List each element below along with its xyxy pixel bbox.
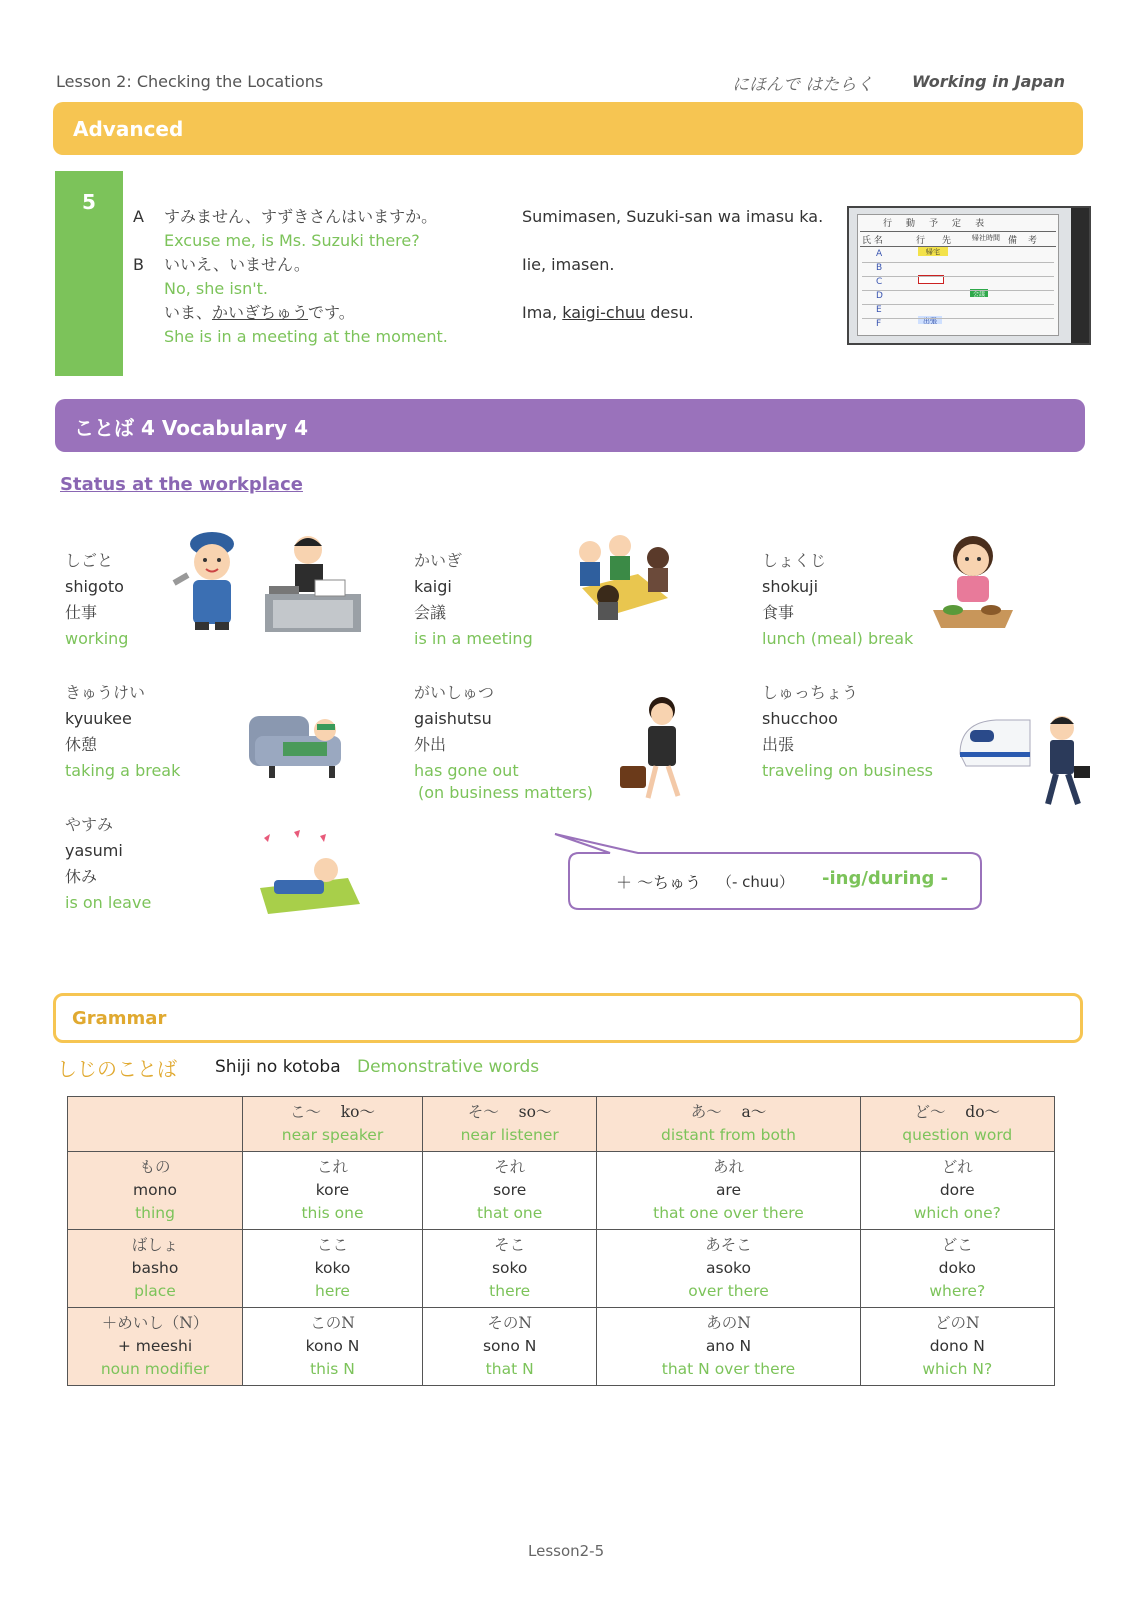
header-japanese: にほんで はたらく [732, 75, 874, 95]
vocab-kanji: 休み [65, 867, 98, 886]
table-cell [422, 1230, 596, 1308]
vocab-meaning: traveling on business [762, 761, 933, 780]
cell-en: this one [301, 1204, 364, 1222]
board-row: B [876, 263, 883, 273]
vocab-romaji: shigoto [65, 577, 124, 596]
vocab-meaning: taking a break [65, 761, 181, 780]
board-frame [1071, 208, 1089, 343]
dialog-a-japanese: すみません、すずきさんはいますか。 [164, 207, 438, 226]
dialog-b2-japanese [164, 301, 355, 325]
board-header-char: 定 [952, 219, 976, 229]
header-jp: あ～ [690, 1103, 722, 1121]
board-row: D [876, 291, 883, 301]
board-note: 会議 [970, 289, 988, 297]
cell-rom: are [715, 1181, 742, 1199]
cell-rom: sore [493, 1181, 527, 1199]
grammar-subtitle-japanese: しじのことば [57, 1057, 177, 1081]
vocab-kanji: 会議 [414, 603, 447, 622]
cell-jp: そこ [494, 1236, 526, 1254]
vocab-item-kyuukee [65, 680, 180, 784]
dialog-b2-rom-pre: Ima, [522, 303, 563, 322]
dialog-b2-romaji [522, 301, 694, 325]
vocabulary-label: ことば 4 Vocabulary 4 [74, 416, 309, 440]
table-header-row [68, 1097, 1055, 1152]
vocab-item-shucchoo [762, 680, 933, 784]
cell-en: where? [929, 1282, 986, 1300]
meeting-illustration [568, 532, 676, 624]
vocab-romaji: gaishutsu [414, 709, 492, 728]
board-col: 氏 名 [862, 236, 883, 246]
cell-en: this N [310, 1360, 355, 1378]
vocab-kana: かいぎ [414, 551, 463, 570]
board-header-char: 表 [975, 219, 999, 229]
vocab-item-gaishutsu [414, 680, 593, 806]
cell-jp: どのN [934, 1314, 980, 1332]
dialog-b2-jp-pre: いま、 [164, 303, 213, 322]
vocab-romaji: yasumi [65, 841, 123, 860]
table-cell [243, 1230, 423, 1308]
cell-rom: asoko [706, 1259, 751, 1277]
header-en: question word [902, 1126, 1013, 1144]
vocab-romaji: shokuji [762, 577, 819, 596]
table-header [243, 1097, 423, 1152]
label-rom: basho [131, 1259, 179, 1277]
speaker-a-marker: A [133, 207, 144, 226]
cell-en: that N [485, 1360, 534, 1378]
cell-rom: kono N [305, 1337, 360, 1355]
cell-jp: そのN [487, 1314, 532, 1332]
table-cell [597, 1308, 860, 1386]
board-header-char: 行 [883, 219, 907, 229]
label-en: thing [135, 1204, 175, 1222]
table-cell [422, 1152, 596, 1230]
dialog-b2-rom-post: desu. [645, 303, 694, 322]
advanced-bar [53, 102, 1083, 155]
header-jp: こ～ [289, 1103, 321, 1121]
callout-english: -ing/during - [822, 868, 949, 889]
cell-rom: sono N [482, 1337, 537, 1355]
table-cell [597, 1152, 860, 1230]
vocab-kanji: 出張 [762, 735, 795, 754]
cell-rom: kore [315, 1181, 350, 1199]
cell-en: that N over there [661, 1360, 796, 1378]
resting-on-sofa-illustration [245, 696, 347, 782]
cell-en: there [489, 1282, 531, 1300]
speaker-b-marker: B [133, 255, 144, 274]
vocab-meaning: working [65, 629, 129, 648]
vocab-item-shokuji [762, 548, 913, 652]
board-col: 備 [1008, 236, 1018, 246]
cell-jp: これ [316, 1158, 348, 1176]
board-note: 出張 [918, 316, 942, 324]
cell-jp: それ [494, 1158, 526, 1176]
label-rom: + meeshi [117, 1337, 193, 1355]
vocab-meaning-note: (on business matters) [418, 783, 594, 802]
header-title: Working in Japan [912, 72, 1066, 91]
label-jp: ばしょ [131, 1236, 179, 1254]
vocab-romaji: kaigi [414, 577, 452, 596]
table-header [422, 1097, 596, 1152]
header-en: near listener [460, 1126, 559, 1144]
cell-rom: doko [938, 1259, 976, 1277]
cell-rom: soko [491, 1259, 528, 1277]
board-header-char: 動 [906, 219, 930, 229]
dialog-b2-english: She is in a meeting at the moment. [164, 327, 448, 346]
lesson-title: Lesson 2: Checking the Locations [56, 72, 324, 91]
table-header [597, 1097, 860, 1152]
table-row [68, 1230, 1055, 1308]
cell-jp: このN [310, 1314, 355, 1332]
header-en: near speaker [281, 1126, 384, 1144]
cell-jp: あのN [706, 1314, 751, 1332]
vocab-romaji: shucchoo [762, 709, 838, 728]
header-en: distant from both [661, 1126, 796, 1144]
header-jp: ど～ [914, 1103, 946, 1121]
label-en: noun modifier [100, 1360, 210, 1378]
vocab-romaji: kyuukee [65, 709, 132, 728]
grammar-box [53, 993, 1083, 1043]
header-rom: a～ [741, 1103, 767, 1121]
vocab-meaning: has gone out [414, 761, 519, 780]
vocab-kana: しごと [65, 551, 114, 570]
businessman-illustration [1034, 712, 1094, 812]
dialog-b2-jp-underlined: かいぎちゅう [212, 303, 309, 322]
label-rom: mono [133, 1181, 177, 1199]
dialog-a-romaji: Sumimasen, Suzuki-san wa imasu ka. [522, 207, 824, 226]
table-cell [243, 1152, 423, 1230]
vocab-kana: しょくじ [762, 551, 827, 570]
label-en: place [134, 1282, 176, 1300]
vocab-kana: がいしゅつ [414, 683, 495, 702]
cell-en: which one? [913, 1204, 1001, 1222]
cell-jp: あれ [712, 1158, 744, 1176]
vocab-kana: やすみ [65, 815, 114, 834]
board-row: F [876, 319, 882, 329]
cell-jp: どこ [941, 1236, 973, 1254]
relaxing-on-grass-illustration [254, 830, 364, 920]
cell-rom: dono N [929, 1337, 985, 1355]
cell-rom: dore [939, 1181, 975, 1199]
vocab-item-yasumi [65, 812, 151, 916]
cell-en: which N? [922, 1360, 993, 1378]
board-row: E [876, 305, 882, 315]
cell-en: that one over there [653, 1204, 804, 1222]
header-rom: ko～ [340, 1103, 375, 1121]
vocab-kanji: 仕事 [65, 603, 98, 622]
label-jp: ＋めいし（N） [101, 1314, 209, 1332]
vocab-item-kaigi [414, 548, 533, 652]
dialog-b1-english: No, she isn't. [164, 279, 269, 298]
dialog-b1-japanese: いいえ、いません。 [164, 255, 310, 274]
cell-jp: あそこ [705, 1236, 752, 1254]
cell-en: that one [477, 1204, 543, 1222]
callout-romaji: （- chuu） [717, 873, 794, 891]
bullet-train-illustration [956, 708, 1034, 774]
dialog-b2-jp-post: です。 [308, 303, 355, 322]
table-cell [860, 1152, 1054, 1230]
table-cell [860, 1230, 1054, 1308]
status-title: Status at the workplace [60, 474, 303, 495]
cell-rom: ano N [705, 1337, 752, 1355]
cell-en: over there [688, 1282, 769, 1300]
advanced-label: Advanced [73, 117, 184, 141]
office-worker-illustration [265, 528, 361, 634]
board-row: C [876, 277, 883, 287]
demonstrative-table [67, 1096, 1055, 1386]
table-cell [860, 1308, 1054, 1386]
board-note: 帰宅 [918, 247, 948, 256]
callout-japanese: ＋ ～ちゅう [616, 873, 702, 892]
page-footer: Lesson2-5 [528, 1542, 605, 1560]
board-col: 先 [942, 236, 952, 246]
table-header [860, 1097, 1054, 1152]
dialog-a-english: Excuse me, is Ms. Suzuki there? [164, 231, 420, 250]
header-jp: そ～ [467, 1103, 499, 1121]
vocab-kanji: 外出 [414, 735, 447, 754]
exercise-number: 5 [82, 190, 96, 214]
board-col: 行 [916, 236, 926, 246]
schedule-board [857, 214, 1059, 336]
cell-jp: ここ [316, 1236, 348, 1254]
eating-illustration [927, 530, 1019, 636]
woman-going-out-illustration [616, 692, 708, 808]
row-label [68, 1308, 243, 1386]
dialog-b2-rom-underlined: kaigi-chuu [562, 303, 646, 322]
cell-en: here [315, 1282, 350, 1300]
board-row: A [876, 249, 883, 259]
header-rom: do～ [965, 1103, 1001, 1121]
table-cell [422, 1308, 596, 1386]
row-label [68, 1230, 243, 1308]
vocab-item-shigoto [65, 548, 128, 652]
table-corner [68, 1097, 243, 1152]
table-row [68, 1308, 1055, 1386]
board-header-char: 予 [929, 219, 953, 229]
mechanic-illustration [165, 528, 255, 634]
cell-jp: どれ [941, 1158, 973, 1176]
grammar-subtitle-english: Demonstrative words [357, 1057, 540, 1077]
table-cell [243, 1308, 423, 1386]
vocab-meaning: lunch (meal) break [762, 629, 914, 648]
table-cell [597, 1230, 860, 1308]
board-col: 考 [1028, 236, 1038, 246]
header-rom: so～ [518, 1103, 552, 1121]
label-jp: もの [139, 1158, 171, 1176]
grammar-subtitle-romaji: Shiji no kotoba [215, 1057, 341, 1077]
dialog-b1-romaji: Iie, imasen. [522, 255, 615, 274]
table-row [68, 1152, 1055, 1230]
vocab-kanji: 食事 [762, 603, 795, 622]
board-col: 帰社時間 [972, 234, 1000, 242]
schedule-board-photo [847, 206, 1091, 345]
grammar-label: Grammar [72, 1008, 167, 1029]
vocab-meaning: is on leave [65, 893, 152, 912]
cell-rom: koko [314, 1259, 351, 1277]
vocab-kana: しゅっちょう [762, 683, 859, 702]
vocab-meaning: is in a meeting [414, 629, 533, 648]
vocab-kanji: 休憩 [65, 735, 98, 754]
vocab-kana: きゅうけい [65, 683, 146, 702]
row-label [68, 1152, 243, 1230]
